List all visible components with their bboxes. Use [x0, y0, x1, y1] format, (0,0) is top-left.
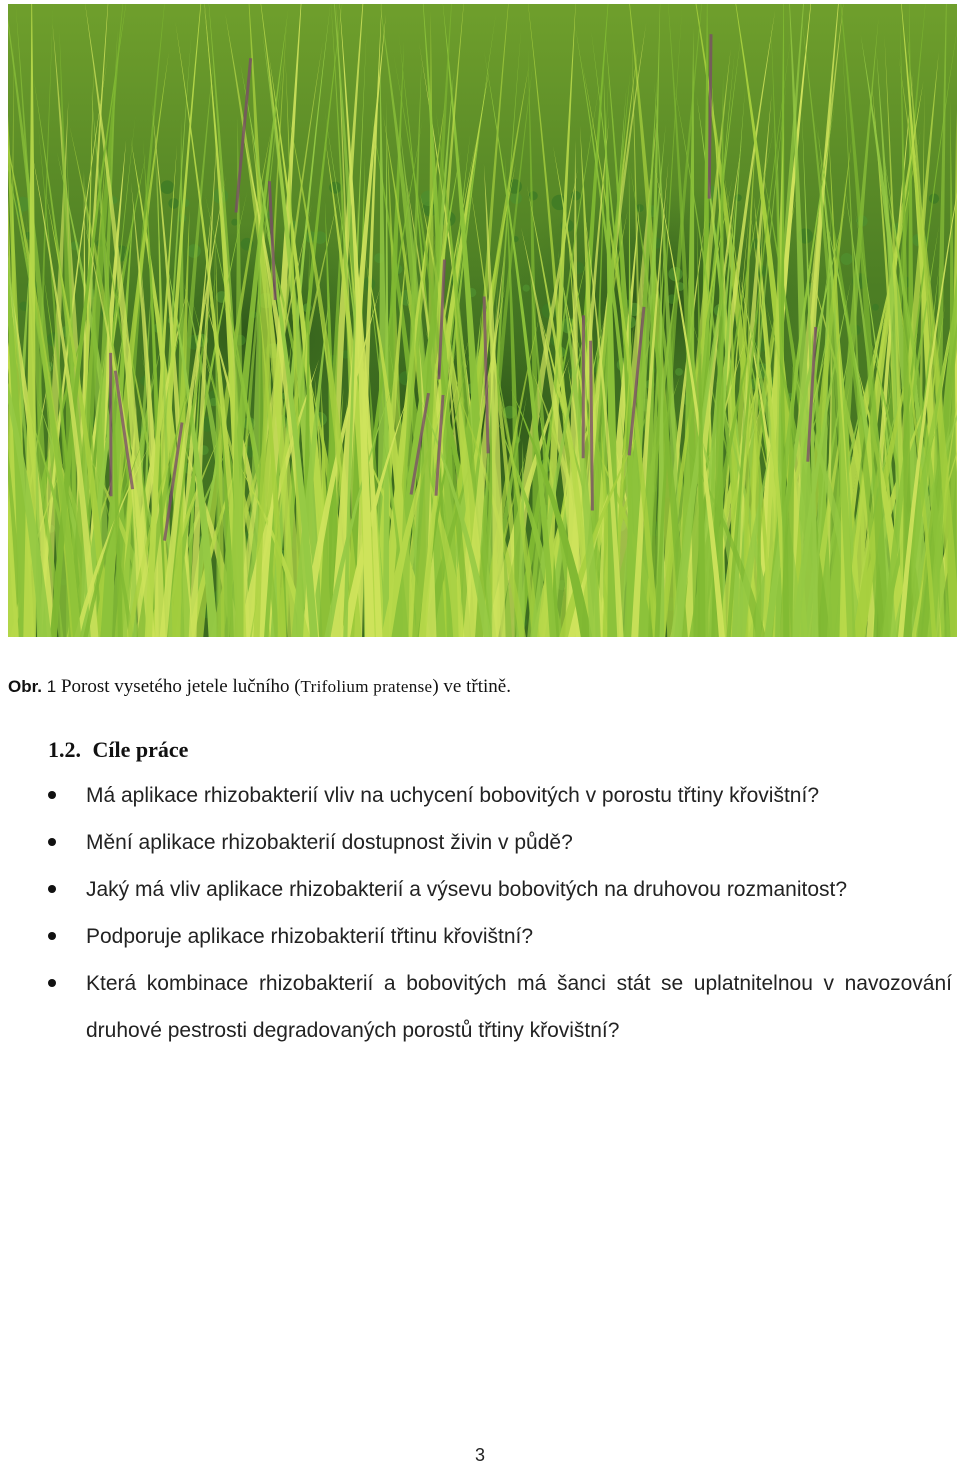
list-item	[86, 913, 952, 960]
section-number: 1.2.	[48, 737, 81, 762]
goals-list	[86, 772, 952, 1054]
list-item	[86, 772, 952, 819]
caption-prefix: Obr.	[8, 677, 43, 696]
caption-text: Porost vysetého jetele lučního (	[60, 676, 301, 697]
caption-latin-name: Trifolium pratense	[300, 677, 433, 696]
figure-caption	[8, 674, 948, 700]
goal-text: Podporuje aplikace rhizobakterií třtinu křovištní?	[86, 925, 534, 948]
section-heading	[48, 735, 188, 765]
goal-text: Jaký má vliv aplikace rhizobakterií a výsevu bobovitých na druhovou rozmanitost?	[86, 878, 848, 901]
list-item	[86, 819, 952, 866]
goal-text: Má aplikace rhizobakterií vliv na uchycení bobovitých v porostu třtiny křovištní?	[86, 784, 820, 807]
bullet-icon	[48, 791, 56, 799]
meadow-grass-photo	[8, 4, 957, 637]
bullet-icon	[48, 838, 56, 846]
bullet-icon	[48, 932, 56, 940]
caption-number: 1	[46, 677, 57, 696]
bullet-icon	[48, 979, 56, 987]
list-item	[86, 960, 952, 1054]
caption-text-end: ) ve třtině.	[432, 676, 511, 697]
page-number: 3	[474, 1445, 485, 1465]
section-title: Cíle práce	[92, 737, 189, 762]
list-item	[86, 866, 952, 913]
goal-text: Která kombinace rhizobakterií a bobovitých má šanci stát se uplatnitelnou v navozování druhové pestrosti degradovaných porostů třtiny křovištní?	[86, 972, 952, 1042]
goal-text: Mění aplikace rhizobakterií dostupnost živin v půdě?	[86, 831, 573, 854]
bullet-icon	[48, 885, 56, 893]
